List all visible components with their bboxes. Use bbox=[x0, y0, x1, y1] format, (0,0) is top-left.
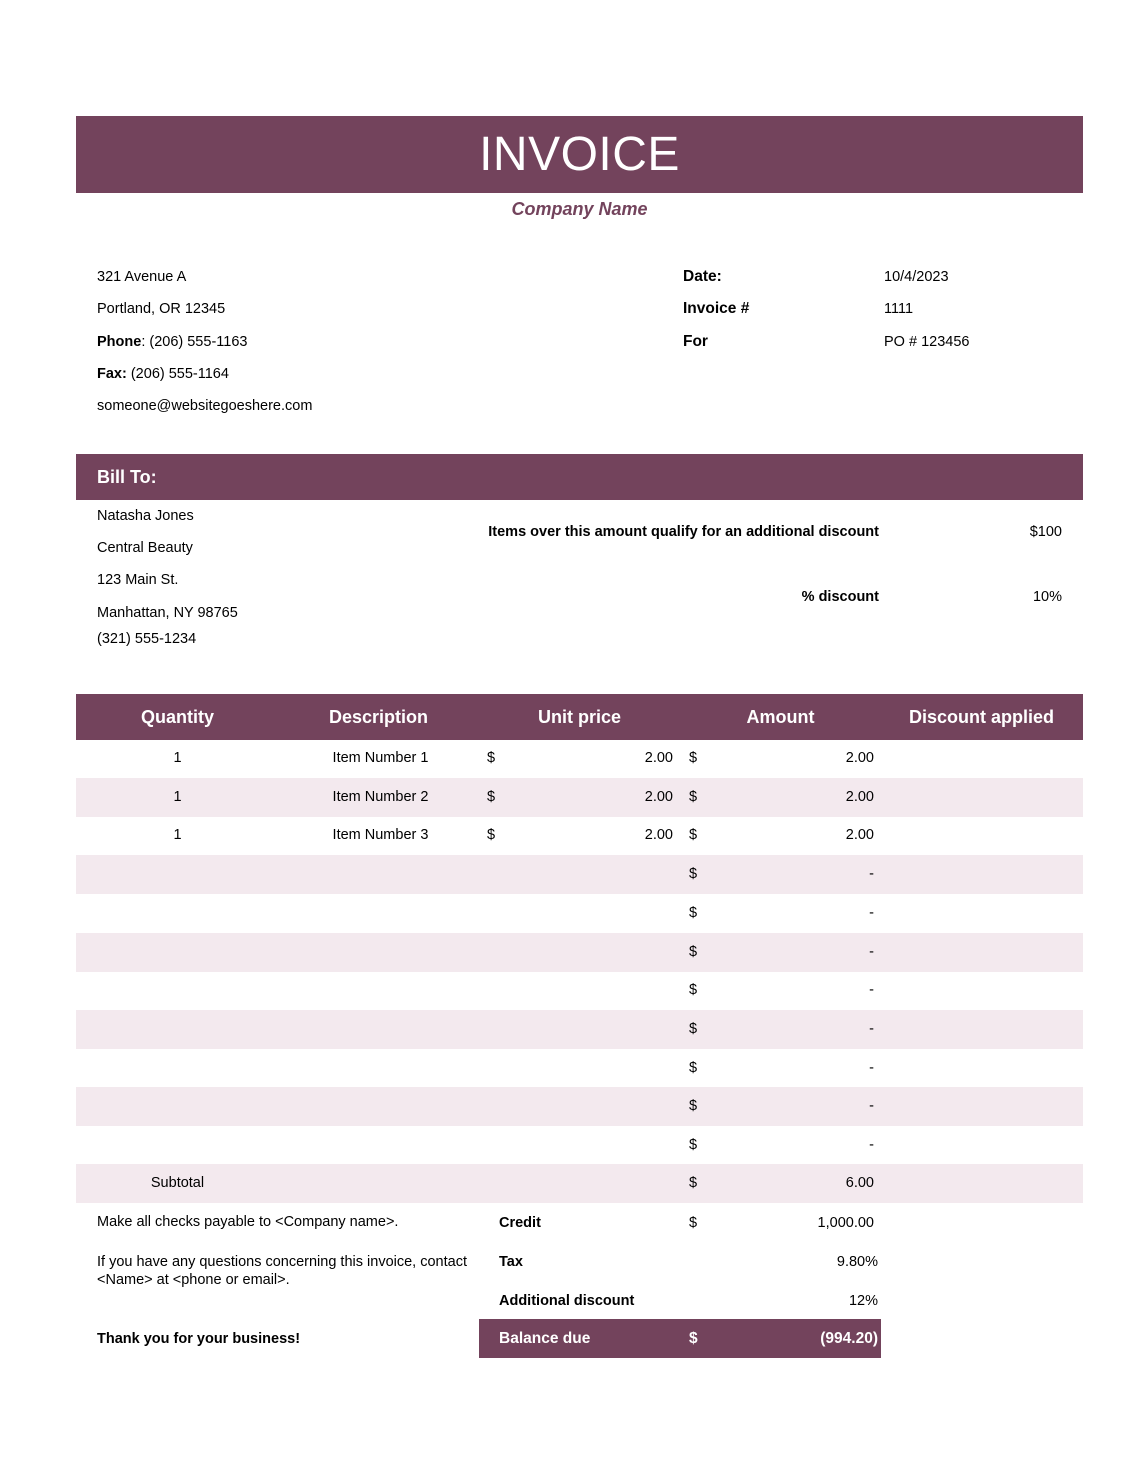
row-amount: 2.00 bbox=[845, 750, 874, 766]
subtotal-row bbox=[76, 1164, 1083, 1203]
table-row bbox=[76, 778, 1083, 817]
table-row bbox=[76, 894, 1083, 933]
invoice-title-band bbox=[76, 116, 1083, 193]
sender-phone bbox=[97, 333, 247, 351]
questions-note-line1: If you have any questions concerning this invoice, contact bbox=[97, 1254, 467, 1270]
sender-fax bbox=[97, 365, 229, 383]
row-quantity: 1 bbox=[173, 827, 182, 844]
for-value: PO # 123456 bbox=[884, 334, 970, 350]
row-amount: 2.00 bbox=[845, 827, 874, 844]
bill-to-name: Natasha Jones bbox=[97, 508, 194, 524]
row-amount-currency: $ bbox=[689, 788, 698, 805]
invoice-title: INVOICE bbox=[479, 128, 680, 181]
bill-to-band bbox=[76, 454, 1083, 500]
header-unit-price: Unit price bbox=[537, 707, 621, 727]
row-amount-currency: $ bbox=[689, 943, 698, 960]
bill-to-phone: (321) 555-1234 bbox=[97, 631, 197, 647]
row-amount-currency: $ bbox=[689, 827, 698, 844]
subtotal-currency: $ bbox=[689, 1175, 698, 1191]
row-amount: 2.00 bbox=[845, 788, 874, 805]
additional-discount-label: Additional discount bbox=[499, 1293, 635, 1309]
bill-to-city: Manhattan, NY 98765 bbox=[97, 605, 238, 621]
row-amount: - bbox=[869, 866, 874, 883]
row-amount-currency: $ bbox=[689, 1020, 698, 1037]
row-description: Item Number 3 bbox=[332, 827, 429, 844]
row-quantity: 1 bbox=[173, 750, 182, 766]
row-description: Item Number 1 bbox=[332, 750, 429, 766]
header-discount-applied: Discount applied bbox=[908, 707, 1054, 727]
checks-payable-note: Make all checks payable to <Company name>. bbox=[97, 1214, 399, 1230]
table-row bbox=[76, 1087, 1083, 1126]
row-amount-currency: $ bbox=[689, 1059, 698, 1076]
row-unit-price-currency: $ bbox=[487, 788, 496, 805]
items-table-header bbox=[76, 694, 1083, 740]
row-amount-currency: $ bbox=[689, 866, 698, 883]
table-row bbox=[76, 816, 1083, 855]
discount-percent-label: % discount bbox=[801, 589, 879, 605]
row-amount: - bbox=[869, 1137, 874, 1153]
row-amount: - bbox=[869, 982, 874, 999]
fax-value: (206) 555-1164 bbox=[126, 366, 229, 382]
subtotal-value: 6.00 bbox=[845, 1175, 874, 1191]
tax-value: 9.80% bbox=[836, 1254, 878, 1270]
table-row bbox=[76, 933, 1083, 972]
row-amount: - bbox=[869, 1098, 874, 1115]
row-unit-price: 2.00 bbox=[644, 827, 673, 844]
table-row bbox=[76, 855, 1083, 894]
row-amount-currency: $ bbox=[689, 982, 698, 999]
discount-threshold-label: Items over this amount qualify for an additional discount bbox=[488, 524, 879, 540]
sender-address-line1: 321 Avenue A bbox=[97, 269, 187, 285]
balance-due-value: (994.20) bbox=[820, 1330, 878, 1347]
header-amount: Amount bbox=[746, 707, 815, 727]
for-label: For bbox=[683, 333, 708, 350]
row-description: Item Number 2 bbox=[332, 788, 429, 805]
row-unit-price: 2.00 bbox=[644, 788, 673, 805]
balance-due-label: Balance due bbox=[499, 1330, 591, 1347]
table-row bbox=[76, 739, 1083, 778]
bill-to-street: 123 Main St. bbox=[97, 572, 179, 588]
credit-currency: $ bbox=[689, 1215, 698, 1231]
additional-discount-value: 12% bbox=[848, 1293, 878, 1309]
header-quantity: Quantity bbox=[140, 707, 214, 727]
thank-you-note: Thank you for your business! bbox=[97, 1331, 301, 1347]
table-row bbox=[76, 1126, 1083, 1165]
phone-value: : (206) 555-1163 bbox=[141, 334, 248, 350]
tax-label: Tax bbox=[499, 1254, 523, 1270]
row-amount-currency: $ bbox=[689, 904, 698, 921]
row-amount: - bbox=[869, 904, 874, 921]
balance-due-currency: $ bbox=[689, 1330, 698, 1347]
company-name: Company Name bbox=[511, 199, 648, 219]
row-unit-price-currency: $ bbox=[487, 827, 496, 844]
balance-due-band bbox=[479, 1319, 881, 1358]
credit-label: Credit bbox=[499, 1215, 541, 1231]
header-description: Description bbox=[328, 707, 429, 727]
discount-threshold-value: $100 bbox=[1029, 524, 1062, 540]
table-row bbox=[76, 971, 1083, 1010]
row-amount: - bbox=[869, 943, 874, 960]
row-quantity: 1 bbox=[173, 788, 182, 805]
row-amount: - bbox=[869, 1020, 874, 1037]
row-amount-currency: $ bbox=[689, 750, 698, 766]
table-row bbox=[76, 1049, 1083, 1088]
fax-label: Fax: bbox=[97, 366, 127, 382]
row-amount-currency: $ bbox=[689, 1137, 698, 1153]
credit-value: 1,000.00 bbox=[817, 1215, 874, 1231]
invoice-number-value: 1111 bbox=[884, 301, 914, 317]
questions-note-line2: <Name> at <phone or email>. bbox=[97, 1272, 290, 1288]
row-amount: - bbox=[869, 1059, 874, 1076]
phone-label: Phone bbox=[97, 334, 142, 350]
sender-address-line2: Portland, OR 12345 bbox=[97, 301, 226, 317]
row-unit-price-currency: $ bbox=[487, 750, 496, 766]
date-label: Date: bbox=[683, 268, 722, 285]
bill-to-heading: Bill To: bbox=[97, 467, 157, 487]
bill-to-company: Central Beauty bbox=[97, 540, 193, 556]
row-unit-price: 2.00 bbox=[644, 750, 673, 766]
table-row bbox=[76, 1010, 1083, 1049]
date-value: 10/4/2023 bbox=[884, 269, 949, 285]
subtotal-label: Subtotal bbox=[150, 1175, 205, 1191]
discount-percent-value: 10% bbox=[1032, 589, 1062, 605]
row-amount-currency: $ bbox=[689, 1098, 698, 1115]
sender-email: someone@websitegoeshere.com bbox=[97, 398, 313, 414]
invoice-number-label: Invoice # bbox=[683, 300, 750, 317]
